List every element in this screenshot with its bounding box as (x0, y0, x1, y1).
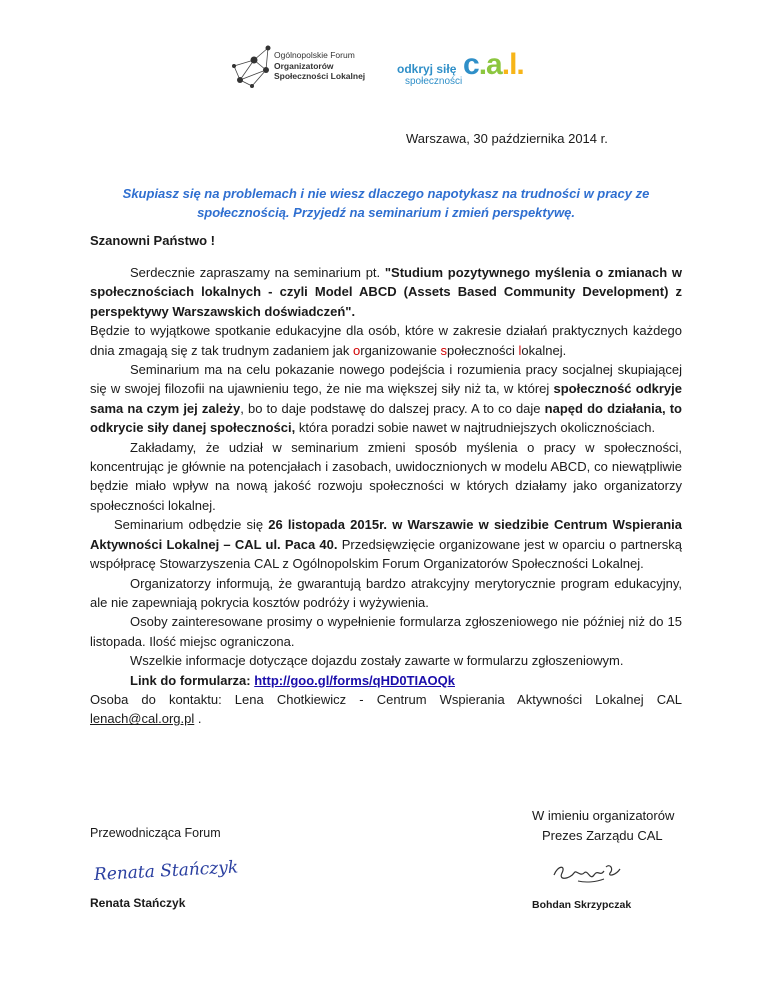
paragraph-travel: Wszelkie informacje dotyczące dojazdu zostały zawarte w formularzu zgłoszeniowym. (130, 653, 624, 669)
left-signatory-name: Renata Stańczyk (90, 896, 186, 910)
right-signatory-title: W imieniu organizatorów Prezes Zarządu CAL (532, 808, 675, 843)
paragraph-goal: Seminarium ma na celu pokazanie nowego podejścia i rozumienia pracy socjalnej skupiającej się w swojej filozofii na ujawnieniu tego, że nie ma większej siły niż ta, w której społeczność odkryje sama na czym jej zależy, bo to daje podstawę do dalszej pracy. A to co daje napęd do działania, to odkrycie siły danej społeczności, która poradzi sobie nawet w najtrudniejszych okolicznościach. (90, 362, 682, 436)
paragraph-form-link: Link do formularza: http://goo.gl/forms/qHD0TIAOQk (130, 672, 455, 688)
cal-wordmark: c.a.l. (463, 48, 524, 81)
signature-renata-stanczyk (92, 853, 239, 889)
paragraph-deadline: Osoby zainteresowane prosimy o wypełnienie formularza zgłoszeniowego nie później niż do 15 listopada. Ilość miejsc ograniczona. (90, 614, 682, 649)
form-link[interactable]: http://goo.gl/forms/qHD0TIAOQk (254, 672, 455, 688)
network-logo-icon (232, 40, 276, 92)
ofosl-logo-line1: Ogólnopolskie Forum (274, 50, 355, 60)
cal-tagline-2: społeczności (405, 76, 463, 87)
ofosl-logo-line3: Społeczności Lokalnej (274, 71, 366, 81)
left-signatory-title: Przewodnicząca Forum (90, 826, 221, 840)
cal-logo (397, 48, 537, 94)
paragraph-assumption: Zakładamy, że udział w seminarium zmieni sposób myślenia o pracy w społeczności, koncentrując je głównie na potencjałach i zasobach, uwidocznionych w modelu ABCD, co niewątpliwie będzie miało wpływ na nową jakość rozwoju społeczności w których działamy jako organizatorzy społeczności lokalnej. (90, 439, 682, 513)
svg-text:Renata Stańczyk: Renata Stańczyk (93, 857, 239, 886)
contact-email-link[interactable]: lenach@cal.org.pl (90, 711, 195, 727)
cal-tagline-1: odkryj siłę (397, 62, 457, 76)
paragraph-details: Seminarium odbędzie się 26 listopada 2015r. w Warszawie w siedzibie Centrum Wspierania Aktywności Lokalnej – CAL ul. Paca 40. Przedsięwzięcie organizowane jest w oparciu o partnerską współpracę Stowarzyszenia CAL z Ogólnopolskim Forum Organizatorów Społeczności Lokalnej. (90, 517, 683, 572)
ofosl-logo-line2: Organizatorów (274, 60, 334, 71)
letter-date: Warszawa, 30 października 2014 r. (406, 131, 608, 146)
greeting: Szanowni Państwo ! (90, 233, 215, 248)
paragraph-meeting: Będzie to wyjątkowe spotkanie edukacyjne dla osób, które w zakresie działań praktycznych każdego dnia zmagają się z tak trudnym zadaniem jak organizowanie społeczności lokalnej. (90, 323, 682, 358)
paragraph-contact: Osoba do kontaktu: Lena Chotkiewicz - Centrum Wspierania Aktywności Lokalnej CAL lenach@cal.org.pl . (90, 691, 682, 727)
signature-bohdan-skrzypczak (548, 855, 628, 889)
letter-body (90, 263, 682, 729)
paragraph-invitation: Serdecznie zapraszamy na seminarium pt. "Studium pozytywnego myślenia o zmianach w społecznościach lokalnych - czyli Model ABCD (Assets Based Community Development) z perspektywy Warszawskich doświadczeń". (90, 265, 682, 319)
right-signatory-name: Bohdan Skrzypczak (532, 899, 632, 911)
ofosl-logo (232, 40, 372, 92)
paragraph-costs: Organizatorzy informują, że gwarantują bardzo atrakcyjny merytorycznie program edukacyjny, ale nie zapewniają pokrycia kosztów podróży i wyżywienia. (90, 575, 682, 610)
lead-text: Skupiasz się na problemach i nie wiesz dlaczego napotykasz na trudności w pracy ze społecznością. Przyjedź na seminarium i zmień perspektywę. (122, 186, 650, 220)
